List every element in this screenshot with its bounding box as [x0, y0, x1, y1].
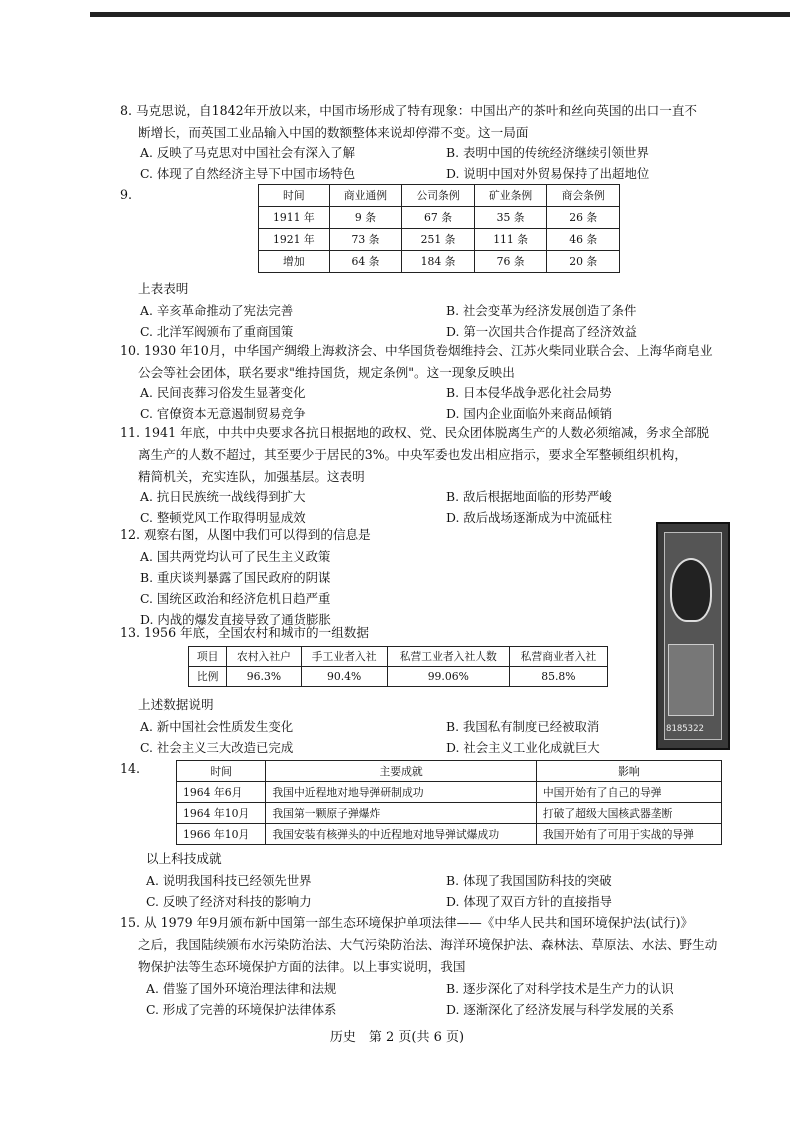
question-11-stem — [120, 422, 709, 488]
table-cell: 1964 年6月 — [177, 782, 266, 803]
table-cell: 251 条 — [402, 229, 475, 251]
table-cell: 184 条 — [402, 251, 475, 273]
question-14-options — [146, 870, 746, 912]
q14-option-b[interactable]: B. 体现了我国国防科技的突破 — [446, 873, 612, 888]
question-12-options — [140, 546, 500, 630]
q12-option-c[interactable]: C. 国统区政治和经济危机日趋严重 — [140, 591, 331, 606]
table-header-cell: 时间 — [259, 185, 330, 207]
table-header-cell: 矿业条例 — [474, 185, 547, 207]
header-rule — [90, 12, 790, 17]
q13-option-d[interactable]: D. 社会主义工业化成就巨大 — [446, 740, 600, 755]
page-footer: 历史 第 2 页(共 6 页) — [329, 1030, 465, 1045]
table-cell: 46 条 — [547, 229, 620, 251]
q11-line-1: 11. 1941 年底，中共中央要求各抗日根据地的政权、党、民众团体脱离生产的人数必须缩减，务求全部脱 — [120, 425, 710, 440]
q9-number: 9. — [120, 187, 133, 202]
table-row — [177, 803, 722, 824]
q11-line-2: 离生产的人数不超过，其至要少于居民的3%。中央军委也发出相应指示，要求全军整顿组织机构， — [138, 447, 687, 462]
table-cell: 111 条 — [474, 229, 547, 251]
q13-option-b[interactable]: B. 我国私有制度已经被取消 — [446, 719, 600, 734]
table-cell: 增加 — [259, 251, 330, 273]
table-row — [189, 667, 608, 687]
q11-line-3: 精简机关，充实连队，加强基层。这表明 — [138, 469, 365, 484]
q14-option-c[interactable]: C. 反映了经济对科技的影响力 — [146, 894, 312, 909]
q15-option-a[interactable]: A. 借鉴了国外环境治理法律和法规 — [146, 981, 337, 996]
table-cell: 76 条 — [474, 251, 547, 273]
table-cell: 73 条 — [329, 229, 402, 251]
q13-stem-after: 上述数据说明 — [138, 697, 214, 712]
q11-option-d[interactable]: D. 敌后战场逐渐成为中流砥柱 — [446, 510, 613, 525]
table-cell: 26 条 — [547, 207, 620, 229]
q9-table — [258, 184, 620, 273]
table-header-cell: 商业通例 — [329, 185, 402, 207]
table-cell: 67 条 — [402, 207, 475, 229]
table-header-cell: 时间 — [177, 761, 266, 782]
q11-option-a[interactable]: A. 抗日民族统一战线得到扩大 — [140, 489, 306, 504]
table-cell: 20 条 — [547, 251, 620, 273]
table-cell: 我国第一颗原子弹爆炸 — [266, 803, 536, 824]
table-cell: 64 条 — [329, 251, 402, 273]
q8-option-d[interactable]: D. 说明中国对外贸易保持了出超地位 — [446, 166, 650, 181]
q10-option-d[interactable]: D. 国内企业面临外来商品倾销 — [446, 406, 613, 421]
question-13-options — [140, 716, 640, 758]
q12-option-d[interactable]: D. 内战的爆发直接导致了通货膨胀 — [140, 612, 331, 627]
question-13-stem — [120, 622, 369, 644]
question-9-options — [140, 300, 760, 342]
question-12-stem — [120, 524, 371, 546]
table-cell: 中国开始有了自己的导弹 — [536, 782, 721, 803]
q10-option-c[interactable]: C. 官僚资本无意遏制贸易竞争 — [140, 406, 306, 421]
table-cell: 85.8% — [509, 667, 607, 687]
table-header-cell: 农村入社户 — [227, 647, 301, 667]
q14-number: 14. — [120, 761, 141, 776]
question-15-options — [146, 978, 766, 1020]
table-header-cell: 私营工业者入社人数 — [387, 647, 509, 667]
q12-option-a[interactable]: A. 国共两党均认可了民生主义政策 — [140, 549, 331, 564]
question-8-options — [140, 142, 760, 184]
q15-option-b[interactable]: B. 逐步深化了对科学技术是生产力的认识 — [446, 981, 674, 996]
q14-stem-after: 以上科技成就 — [146, 851, 222, 866]
q12-line-1: 12. 观察右图，从图中我们可以得到的信息是 — [120, 527, 371, 542]
banknote-portrait — [670, 558, 712, 622]
table-header-cell: 主要成就 — [266, 761, 536, 782]
question-10-options — [140, 382, 760, 424]
q13-option-a[interactable]: A. 新中国社会性质发生变化 — [140, 719, 294, 734]
table-cell: 1964 年10月 — [177, 803, 266, 824]
q8-line-1: 8. 马克思说，自1842年开放以来，中国市场形成了特有现象：中国出产的茶叶和丝向英国的出口一直不 — [120, 103, 698, 118]
q15-line-1: 15. 从 1979 年9月颁布新中国第一部生态环境保护单项法律——《中华人民共和国环境保护法(试行)》 — [120, 915, 694, 930]
q10-option-b[interactable]: B. 日本侵华战争恶化社会局势 — [446, 385, 612, 400]
table-cell: 1921 年 — [259, 229, 330, 251]
table-header-cell: 私营商业者入社 — [509, 647, 607, 667]
q14-option-d[interactable]: D. 体现了双百方针的直接指导 — [446, 894, 613, 909]
table-cell: 1966 年10月 — [177, 824, 266, 845]
q11-option-b[interactable]: B. 敌后根据地面临的形势严峻 — [446, 489, 612, 504]
q15-line-3: 物保护法等生态环境保护方面的法律。以上事实说明，我国 — [138, 959, 466, 974]
table-row — [259, 229, 620, 251]
q13-table — [188, 646, 608, 687]
table-row — [177, 824, 722, 845]
q11-option-c[interactable]: C. 整顿党风工作取得明显成效 — [140, 510, 306, 525]
table-header-cell: 公司条例 — [402, 185, 475, 207]
table-cell: 我国开始有了可用于实战的导弹 — [536, 824, 721, 845]
table-cell: 我国安装有核弹头的中近程地对地导弹试爆成功 — [266, 824, 536, 845]
q14-table — [176, 760, 722, 845]
q10-option-a[interactable]: A. 民间丧葬习俗发生显著变化 — [140, 385, 306, 400]
table-cell: 比例 — [189, 667, 227, 687]
table-header-cell: 项目 — [189, 647, 227, 667]
table-header-row — [177, 761, 722, 782]
table-row — [177, 782, 722, 803]
question-8-stem — [120, 100, 697, 144]
q13-line-1: 13. 1956 年底，全国农村和城市的一组数据 — [120, 625, 369, 640]
q12-option-b[interactable]: B. 重庆谈判暴露了国民政府的阴谋 — [140, 570, 331, 585]
table-cell: 90.4% — [301, 667, 387, 687]
q13-option-c[interactable]: C. 社会主义三大改造已完成 — [140, 740, 294, 755]
table-cell: 99.06% — [387, 667, 509, 687]
table-header-cell: 手工业者入社 — [301, 647, 387, 667]
banknote-denomination-band — [668, 644, 714, 716]
q8-option-c[interactable]: C. 体现了自然经济主导下中国市场特色 — [140, 166, 356, 181]
q9-option-c[interactable]: C. 北洋军阀颁布了重商国策 — [140, 324, 294, 339]
q15-line-2: 之后，我国陆续颁布水污染防治法、大气污染防治法、海洋环境保护法、森林法、草原法、水法、野生动 — [138, 937, 718, 952]
table-row — [259, 207, 620, 229]
table-cell: 我国中近程地对地导弹研制成功 — [266, 782, 536, 803]
q8-line-2: 断增长，而英国工业品输入中国的数额整体来说却停滞不变。这一局面 — [138, 125, 529, 140]
table-cell: 35 条 — [474, 207, 547, 229]
q15-option-d[interactable]: D. 逐渐深化了经济发展与科学发展的关系 — [446, 1002, 675, 1017]
table-cell: 1911 年 — [259, 207, 330, 229]
table-header-row — [189, 647, 608, 667]
table-cell: 96.3% — [227, 667, 301, 687]
question-10-stem — [120, 340, 712, 384]
q8-option-a[interactable]: A. 反映了马克思对中国社会有深入了解 — [140, 145, 356, 160]
table-header-cell: 商会条例 — [547, 185, 620, 207]
table-header-cell: 影响 — [536, 761, 721, 782]
q9-option-b[interactable]: B. 社会变革为经济发展创造了条件 — [446, 303, 637, 318]
q10-line-2: 公会等社会团体，联名要求"维持国货，规定条例"。这一现象反映出 — [138, 365, 515, 380]
table-cell: 9 条 — [329, 207, 402, 229]
q10-line-1: 10. 1930 年10月，中华国产绸缎上海救济会、中华国货卷烟维持会、江苏火柴同业联合会、上海华商皂业 — [120, 343, 713, 358]
table-cell: 打破了超级大国核武器垄断 — [536, 803, 721, 824]
q8-option-b[interactable]: B. 表明中国的传统经济继续引领世界 — [446, 145, 649, 160]
q9-option-d[interactable]: D. 第一次国共合作提高了经济效益 — [446, 324, 637, 339]
table-header-row — [259, 185, 620, 207]
q14-option-a[interactable]: A. 说明我国科技已经领先世界 — [146, 873, 312, 888]
table-row — [259, 251, 620, 273]
q9-stem: 上表表明 — [138, 281, 189, 296]
banknote-image — [656, 522, 730, 750]
q15-option-c[interactable]: C. 形成了完善的环境保护法律体系 — [146, 1002, 337, 1017]
banknote-serial: 8185322 — [666, 724, 704, 734]
question-15-stem — [120, 912, 717, 978]
q9-option-a[interactable]: A. 辛亥革命推动了宪法完善 — [140, 303, 294, 318]
